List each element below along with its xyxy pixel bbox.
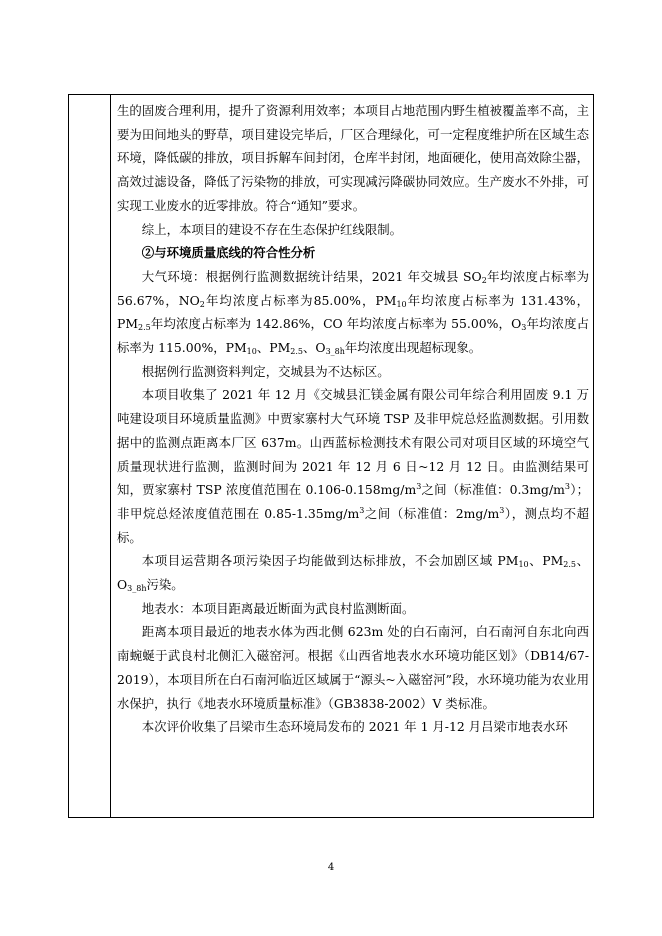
paragraph-non-attainment: 根据例行监测资料判定，交城县为不达标区。 — [141, 363, 390, 379]
content-table — [68, 94, 594, 818]
paragraph-surface-water: 地表水：本项目距离最近断面为武良村监测断面。 — [141, 600, 415, 616]
section-heading: ②与环境质量底线的符合性分析 — [141, 245, 316, 261]
paragraph-air-quality: 大气环境：根据例行监测数据统计结果，2021 年交城县 $SO_2$年均浓度占标率为56.67%，$NO_2$年均浓度占标率为85.00%，$PM_{10}$年均浓度占标率为 131.43%，$PM_{2.5}$年均浓度占标率为 142.86%，CO 年均浓度占标率为 55.00%，$O_3$年均浓度占标率为 115.00%，$PM_{10}$、$PM_{2.5}$、$O_{3\_8h}$年均浓度出现超标现象。 — [117, 268, 590, 357]
table-left-column — [69, 95, 111, 817]
paragraph-emissions: 本项目运营期各项污染因子均能做到达标排放，不会加剧区域 $PM_{10}$、$PM_{2.5}$、$O_{3\_8h}$污染。 — [117, 553, 590, 594]
table-content-cell — [117, 99, 589, 739]
paragraph-river: 距离本项目最近的地表水体为西北侧 623m 处的白石南河，白石南河自东北向西南蜿蜒于武良村北侧汇入磁窑河。根据《山西省地表水水环境功能区划》（DB14/67-2019），本项目所在白石南河临近区域属于“源头~入磁窑河”段，水环境功能为农业用水保护，执行《地表水环境质量标准》（GB3838-2002）V 类标准。 — [117, 624, 589, 711]
paragraph-summary: 综上，本项目的建设不存在生态保护红线限制。 — [141, 221, 402, 237]
paragraph-solid-waste: 生的固废合理利用，提升了资源利用效率；本项目占地范围内野生植被覆盖率不高，主要为田间地头的野草，项目建设完毕后，厂区合理绿化，可一定程度维护所在区域生态环境，降低碳的排放，项目拆解车间封闭，仓库半封闭，地面硬化，使用高效除尘器，高效过滤设备，降低了污染物的排放，可实现减污降碳协同效应。生产废水不外排，可实现工业废水的近零排放。符合“通知”要求。 — [117, 103, 589, 213]
page-number: 4 — [327, 862, 335, 873]
paragraph-monitoring-data: 本项目收集了 2021 年 12 月《交城县汇镁金属有限公司年综合利用固废 9.1 万吨建设项目环境质量监测》中贾家寨村大气环境 TSP 及非甲烷总烃监测数据。引用数据中的监测点距离本厂区 637m。山西蓝标检测技术有限公司对项目区域的环境空气质量现状进行监测，监测时间为 2021 年 12 月 6 日~12 月 12 日。由监测结果可知，贾家寨村 TSP 浓度值范围在 $0.106-0.158mg/m^3$之间（标准值：$0.3mg/m^3$）；非甲烷总烃浓度值范围在 $0.85-1.35mg/m^3$之间（标准值：$2mg/m^3$），测点均不超标。 — [117, 387, 589, 545]
paragraph-evaluation: 本次评价收集了吕梁市生态环境局发布的 2021 年 1 月-12 月吕梁市地表水环 — [141, 719, 568, 735]
